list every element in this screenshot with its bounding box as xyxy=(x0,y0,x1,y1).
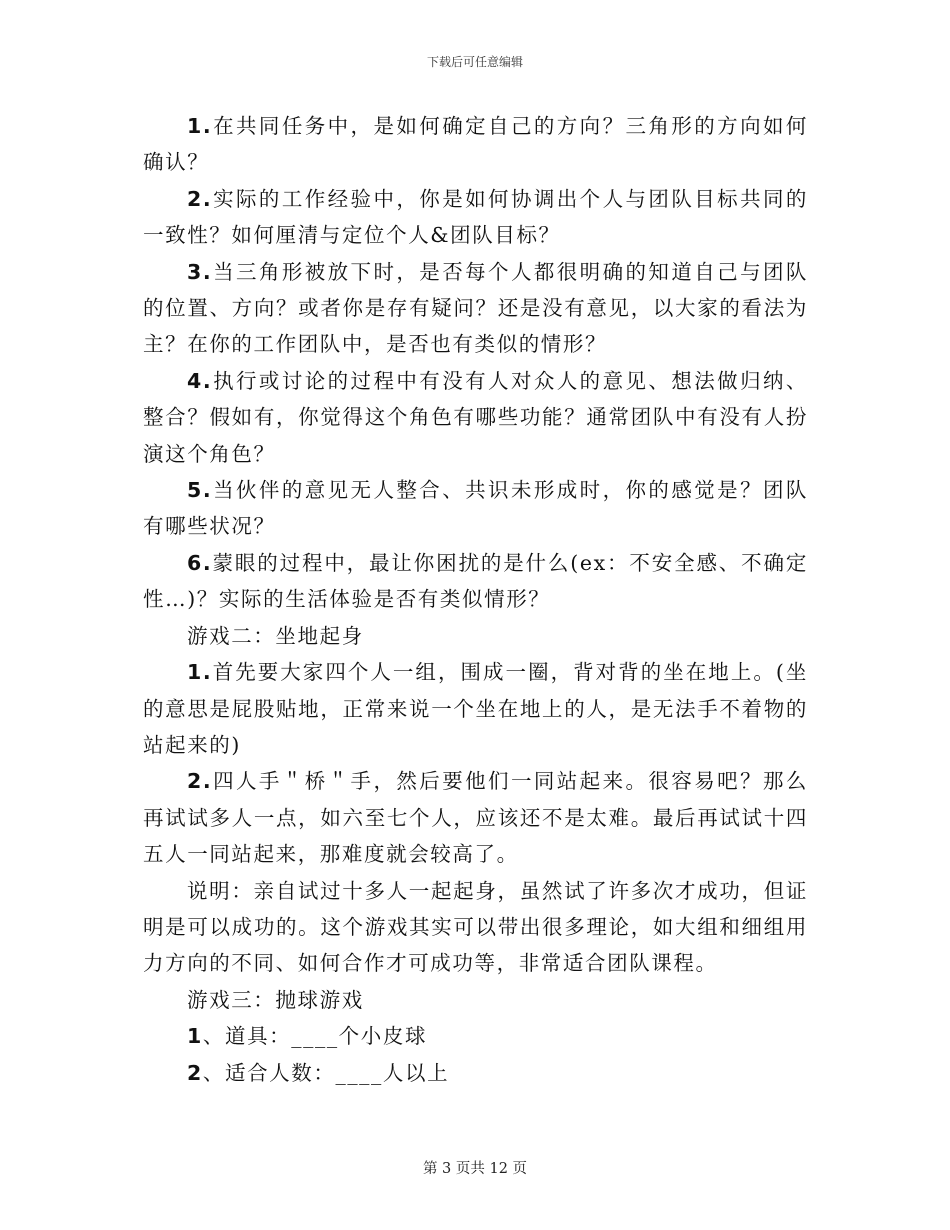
paragraph-text: 当三角形被放下时，是否每个人都很明确的知道自己与团队的位置、方向？或者你是存有疑问？还是没有意见，以大家的看法为主？在你的工作团队中，是否也有类似的情形？ xyxy=(143,259,808,357)
paragraph-props xyxy=(143,1018,808,1054)
page-footer: 第 3 页共 12 页 xyxy=(422,1161,528,1177)
item-number: 5. xyxy=(187,478,213,503)
paragraph-1 xyxy=(143,108,808,181)
paragraph-text: 、道具：____个小皮球 xyxy=(202,1024,428,1049)
paragraph-text: 当伙伴的意见无人整合、共识未形成时，你的感觉是？团队有哪些状况？ xyxy=(143,478,808,539)
paragraph-8 xyxy=(143,763,808,872)
item-number: 2. xyxy=(187,769,213,794)
section-heading-game-3 xyxy=(143,982,808,1018)
item-number: 2. xyxy=(187,186,213,211)
paragraph-text: 在共同任务中，是如何确定自己的方向？三角形的方向如何确认？ xyxy=(143,114,808,175)
item-number: 4. xyxy=(187,368,213,393)
item-number: 3. xyxy=(187,259,213,284)
item-number: 2 xyxy=(187,1060,203,1085)
explanation-paragraph xyxy=(143,873,808,982)
paragraph-text: 首先要大家四个人一组，围成一圈，背对背的坐在地上。(坐的意思是屁股贴地，正常来说一个坐在地上的人，是无法手不着物的站起来的) xyxy=(143,660,808,757)
item-number: 6. xyxy=(187,550,213,575)
item-number: 1. xyxy=(187,660,213,685)
paragraph-text: 执行或讨论的过程中有没有人对众人的意见、想法做归纳、整合？假如有，你觉得这个角色有哪些功能？通常团队中有没有人扮演这个角色？ xyxy=(143,368,808,466)
paragraph-text: 游戏三：抛球游戏 xyxy=(187,987,364,1012)
paragraph-text: 实际的工作经验中，你是如何协调出个人与团队目标共同的一致性？如何厘清与定位个人&团队目标？ xyxy=(143,186,808,248)
paragraph-text: 、适合人数：____人以上 xyxy=(202,1060,450,1085)
paragraph-text: 四人手＂桥＂手，然后要他们一同站起来。很容易吧？那么再试试多人一点，如六至七个人，应该还不是太难。最后再试试十四五人一同站起来，那难度就会较高了。 xyxy=(143,769,808,867)
paragraph-text: 说明：亲自试过十多人一起起身，虽然试了许多次才成功，但证明是可以成功的。这个游戏其实可以带出很多理论，如大组和细组用力方向的不同、如何合作才可成功等，非常适合团队课程。 xyxy=(143,878,808,976)
paragraph-7 xyxy=(143,654,808,763)
paragraph-participants xyxy=(143,1055,808,1091)
paragraph-2 xyxy=(143,181,808,254)
paragraph-5 xyxy=(143,472,808,545)
item-number: 1. xyxy=(187,114,213,138)
document-body xyxy=(143,108,808,1091)
paragraph-3 xyxy=(143,254,808,363)
paragraph-text: 游戏二：坐地起身 xyxy=(187,623,364,648)
page-header: 下载后可任意编辑 xyxy=(426,55,523,69)
item-number: 1 xyxy=(187,1024,203,1049)
paragraph-4 xyxy=(143,363,808,472)
paragraph-text: 蒙眼的过程中，最让你困扰的是什么(ex：不安全感、不确定性…)？实际的生活体验是否有类似情形？ xyxy=(143,550,808,612)
section-heading-game-2 xyxy=(143,618,808,654)
paragraph-6 xyxy=(143,545,808,618)
